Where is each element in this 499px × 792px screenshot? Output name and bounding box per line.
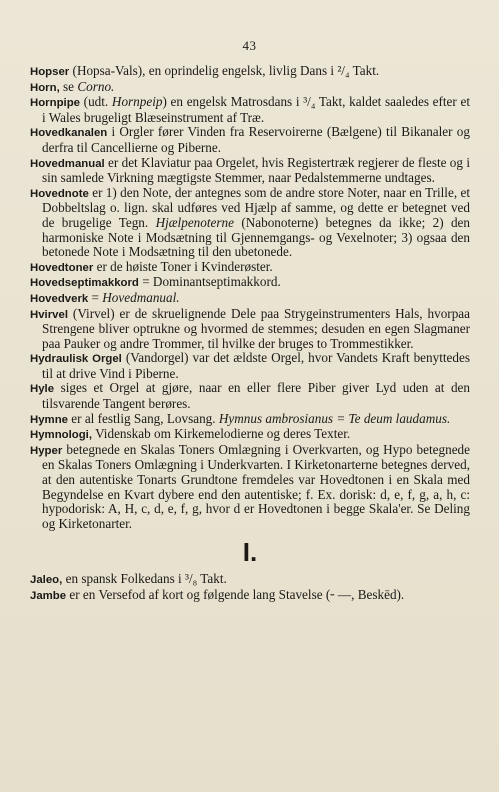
entry-text: i Orgler fører Vinden fra Reservoirerne (Bælgene) til Bikanaler og derfra til Cancellierne og Piberne. — [42, 124, 470, 155]
entry-headword: Hydraulisk Orgel — [30, 353, 122, 366]
entry-text: er de høiste Toner i Kvinderøster. — [93, 258, 273, 274]
dictionary-body — [30, 64, 470, 603]
entry-headword: Hornpipe — [30, 97, 80, 110]
entry-text: se — [59, 78, 78, 94]
entry-headword: Hovedkanalen — [30, 127, 108, 140]
dictionary-entry — [30, 64, 470, 80]
dictionary-entry — [30, 125, 470, 155]
entry-text: (udt. — [80, 94, 112, 110]
entry-text: ) en engelsk Matrosdans i ³/₄ Takt, kaldet saaledes efter et i Wales brugeligt Blæseinstrument af Træ. — [42, 94, 470, 125]
entry-italic-term: Hovedmanual. — [102, 289, 180, 305]
entry-headword: Hyper — [30, 444, 63, 457]
dictionary-entry — [30, 95, 470, 125]
dictionary-entry — [30, 443, 470, 532]
tail-entry-list — [30, 572, 470, 603]
entry-text: betegnede en Skalas Toners Omlægning i Overkvarten, og Hypo betegnede en Skalas Toners Omlægning i Underkvarten. I Kirketonarterne betegnes derved, at den autentiske Tonarts Grundtone fremdeles var Hovedtonen i en Skala med Begyndelse en Kvart dybere end den autentiske; f. Ex. dorisk: d, e, f, g, a, h, c: hypodorisk: A, H, c, d, e, f, g, hvor d er Hovedtonen i begge Skala'er. Se Deling og Kirketonarter. — [42, 441, 470, 531]
entry-headword: Hymne — [30, 413, 68, 426]
entry-headword: Hovedverk — [30, 292, 89, 305]
entry-list — [30, 64, 470, 531]
entry-text: (Nabonoterne) betegnes da ikke; 2) den harmoniske Note i Modsætning til Gjennemgangs- og Vexelnoter; 3) ogsaa den betonede Note i Modsætning til den ubetonede. — [42, 214, 471, 260]
entry-italic-term: Corno. — [77, 78, 115, 94]
entry-italic-term: Hjælpenoterne — [155, 214, 234, 230]
dictionary-entry — [30, 80, 470, 96]
dictionary-entry — [30, 427, 470, 443]
entry-text: Videnskab om Kirkemelodierne og deres Texter. — [92, 426, 351, 442]
entry-text: (Vandorgel) var det ældste Orgel, hvor Vandets Kraft benyttedes til at drive Vind i Piberne. — [42, 350, 470, 381]
entry-text: (Hopsa-Vals), en oprindelig engelsk, livlig Dans i ²/₄ Takt. — [69, 63, 380, 78]
entry-text: er 1) den Note, der antegnes som de andre store Noter, naar en Trille, et Dobbeltslag o. lign. skal udføres ved Hjælp af samme, og dette er betegnet ved de brugelige Tegn. — [42, 184, 470, 230]
entry-headword: Horn, — [30, 81, 60, 94]
entry-headword: Hymnologi, — [30, 429, 93, 442]
entry-headword: Hvirvel — [30, 308, 68, 321]
page-number: 43 — [242, 38, 257, 53]
entry-text: er en Versefod af kort og følgende lang Stavelse (⏑ —, Beskēd). — [66, 586, 405, 602]
dictionary-entry — [30, 381, 470, 411]
entry-text: = — [88, 289, 103, 305]
dictionary-entry — [30, 186, 470, 260]
dictionary-entry — [30, 156, 470, 186]
entry-headword: Hopser — [30, 66, 70, 78]
entry-text: siges et Orgel at gjøre, naar en eller flere Piber giver Lyd uden at den tilsvarende Tangent berøres. — [42, 380, 470, 412]
dictionary-entry — [30, 260, 470, 276]
dictionary-entry — [30, 588, 470, 604]
entry-text: (Virvel) er de skruelignende Dele paa Strygeinstrumenters Hals, hvorpaa Strengene bliver optrukne og hvormed de stemmes; desuden en egen Slagmaner paa Pauker og andre Trommer, til hvilke der bruges to Trommestikker. — [42, 305, 470, 351]
entry-headword: Jaleo, — [30, 574, 63, 586]
entry-headword: Jambe — [30, 589, 67, 602]
entry-text: er al festlig Sang, Lovsang. — [67, 410, 219, 426]
entry-italic-term: Hymnus ambrosianus = Te deum laudamus. — [218, 410, 451, 426]
entry-headword: Hovedmanual — [30, 157, 105, 170]
entry-text: er det Klaviatur paa Orgelet, hvis Registertræk regjerer de fleste og i sin samlede Virkning mægtigste Stemmer, naar Pedalstemmerne undtages. — [42, 154, 470, 186]
entry-headword: Hovedseptimakkord — [30, 277, 139, 290]
entry-headword: Hovednote — [30, 187, 89, 200]
dictionary-entry — [30, 412, 470, 428]
dictionary-entry — [30, 291, 470, 307]
section-letter: I. — [242, 537, 258, 568]
dictionary-entry — [30, 351, 470, 381]
dictionary-entry — [30, 275, 470, 291]
entry-text: = Dominantseptimakkord. — [138, 274, 281, 290]
dictionary-entry — [30, 572, 470, 588]
dictionary-entry — [30, 307, 470, 352]
entry-headword: Hyle — [30, 383, 55, 396]
entry-italic-term: Hornpeip — [111, 94, 163, 110]
entry-text: en spansk Folkedans i ³/₈ Takt. — [62, 571, 227, 586]
entry-headword: Hovedtoner — [30, 261, 94, 274]
